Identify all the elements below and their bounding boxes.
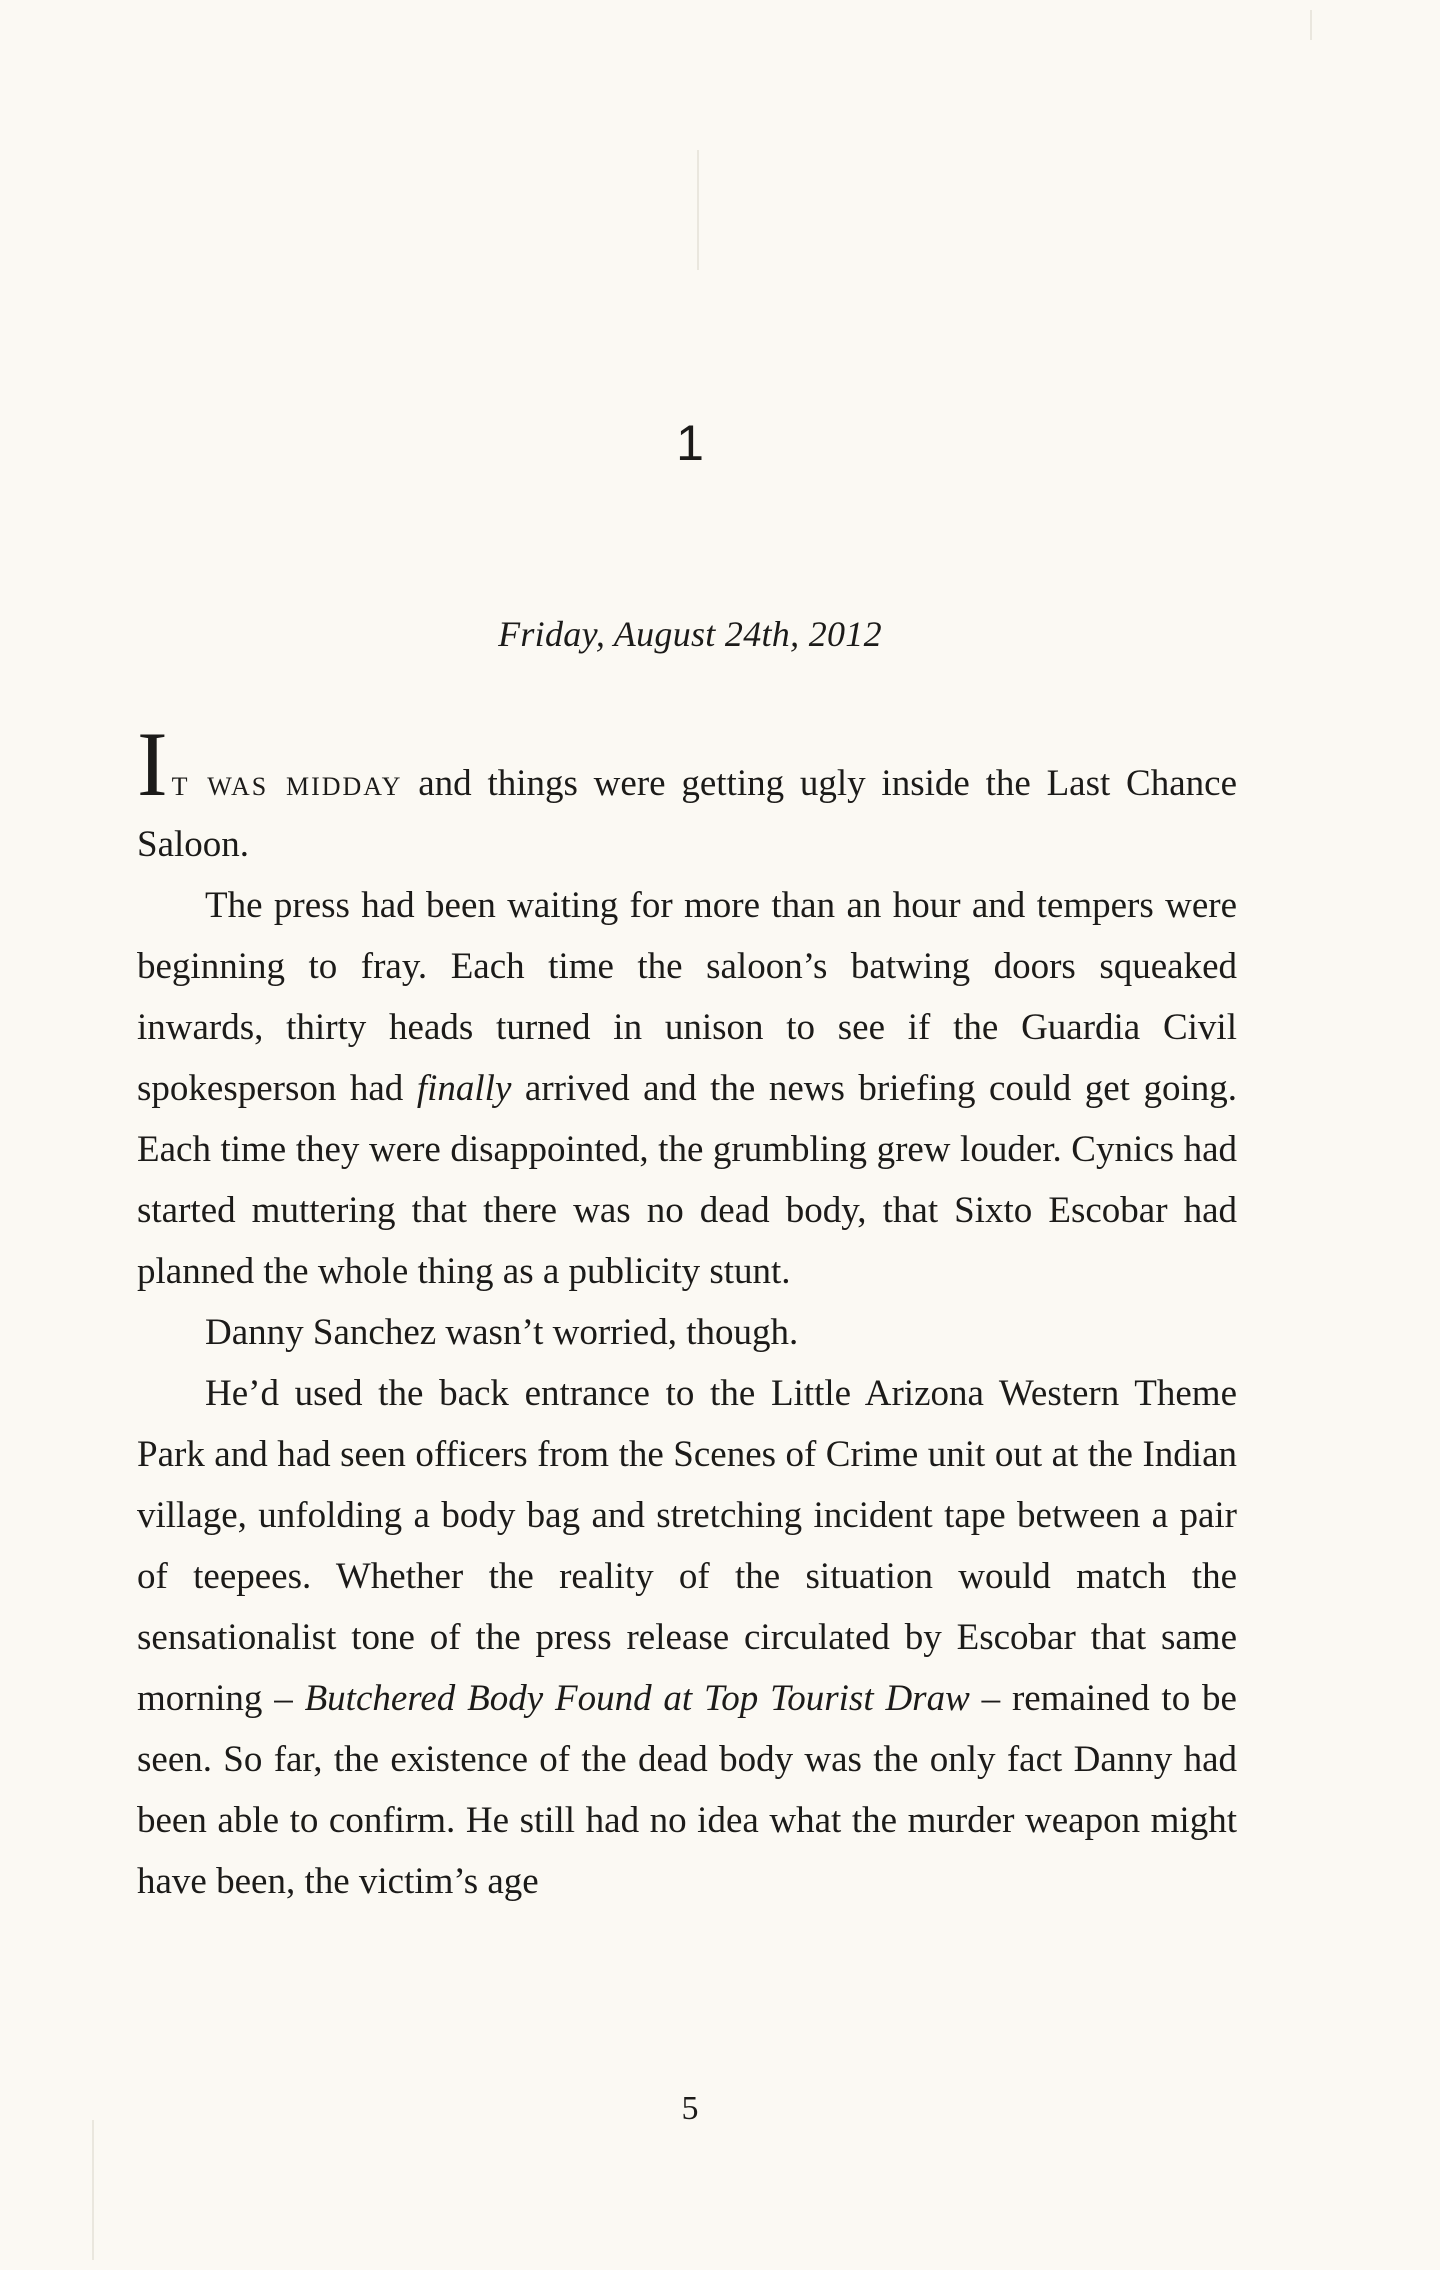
scan-artifact-line <box>697 150 699 270</box>
paragraph-text: Danny Sanchez wasn’t worried, though. <box>205 1312 799 1353</box>
opening-paragraph <box>137 713 1237 875</box>
emphasis-text: finally <box>416 1068 512 1109</box>
paragraph-text: He’d used the back entrance to the Little Arizona Western Theme Park and had seen officers from the Scenes of Crime unit out at the Indian village, unfolding a body bag and stretching incident tape between a pair of teepees. Whether the reality of the situation would match the sensationalist tone of the press release circulated by Escobar that same morning – <box>137 1373 1237 1719</box>
page-number: 5 <box>681 2090 699 2127</box>
paragraph-text: arrived and the news briefing could get going. Each time they were disappointed, the grumbling grew louder. Cynics had started muttering that there was no dead body, that Sixto Escobar had planned the whole thing as a publicity stunt. <box>137 1068 1237 1292</box>
scan-artifact-line <box>92 2120 94 2260</box>
small-caps-lead: t was midday <box>171 763 403 804</box>
chapter-body <box>137 713 1237 1912</box>
drop-cap: I <box>137 713 168 815</box>
paragraph-text: The press had been waiting for more than an hour and tempers were beginning to fray. Each time the saloon’s batwing doors squeaked inwards, thirty heads turned in unison to see if the Guardia Civil spokesperson had <box>137 885 1237 1109</box>
paragraph-text: – remained to be seen. So far, the existence of the dead body was the only fact Danny had been able to confirm. He still had no idea what the murder weapon might have been, the victim’s age <box>137 1678 1237 1902</box>
chapter-number: 1 <box>676 415 704 471</box>
headline-quote: Butchered Body Found at Top Tourist Draw <box>304 1678 970 1719</box>
chapter-dateline: Friday, August 24th, 2012 <box>498 614 882 654</box>
paragraph <box>137 1363 1237 1912</box>
paragraph <box>137 1302 1237 1363</box>
paragraph-text: and things were getting ugly inside the Last Chance Saloon. <box>137 763 1237 865</box>
paragraph <box>137 875 1237 1302</box>
scan-artifact-line <box>1310 10 1312 40</box>
